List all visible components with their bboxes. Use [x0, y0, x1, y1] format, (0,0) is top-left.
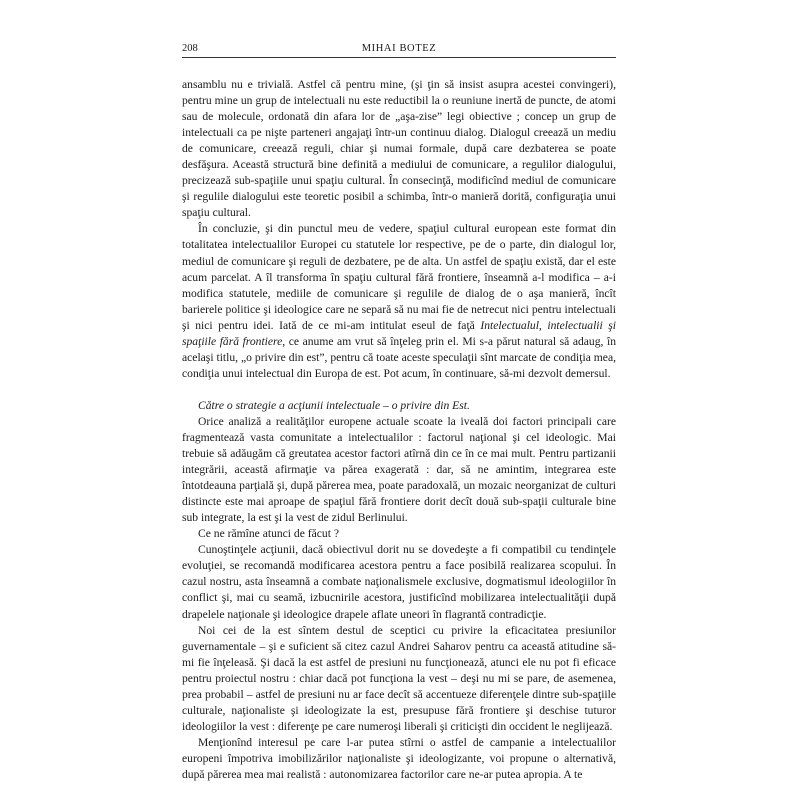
page-number: 208	[182, 43, 198, 54]
essay-title-italic: Intelectualul, intelectualii şi spaţiile fără frontiere	[182, 318, 616, 348]
paragraph: Menţionînd interesul pe care l-ar putea stîrni o astfel de campanie a intelectualilor europeni împotriva imobilizărilor naţionaliste şi ideologizante, voi propune o alternativă, după părerea mea mai realistă : autonomizarea factorilor care ne-ar putea apropia. A te	[182, 735, 616, 781]
running-head-author: MIHAI BOTEZ	[361, 43, 437, 54]
running-head	[182, 41, 616, 58]
paragraph-conclusion	[182, 221, 616, 381]
paragraph: Cunoştinţele acţiunii, dacă obiectivul dorit nu se dovedeşte a fi compatibil cu tendinţele evoluţiei, se recomandă modificarea acestora pentru a face posibilă realizarea scopului. În cazul nostru, asta înseamnă a combate naţionalismele exclusive, dogmatismul ideologiilor în conflict şi, mai cu seamă, izbucnirile acestora, justificînd mobilizarea intelectualităţii după drapelele naţionale şi ideologice drapele aflate uneori în flagrantă contradicţie.	[182, 543, 616, 621]
paragraph-continuation	[182, 77, 616, 221]
paragraph-text: , ce anume am vrut să înţeleg prin el. Mi s-a părut natural să adaug, în acelaşi titlu, „o privire din est”, pentru că toate aceste speculaţii sînt marcate de condiţia mea, condiţia unui intelectual din Europa de est. Pot acum, în continuare, să-mi dezvolt demersul.	[182, 334, 616, 380]
paragraph: Orice analiză a realităţilor europene actuale scoate la iveală doi factori principali care fragmentează vasta comunitate a intelectualilor : factorul naţional şi cel ideologic. Mai trebuie să adăugăm că greutatea acestor factori atîrnă din ce în ce mai mult. Pentru partizanii integrării, această afirmaţie va părea exagerată : dar, să ne amintim, integrarea este întotdeauna parţială şi, după părerea mea, poate paradoxală, un mozaic neorganizat de culturi distincte este mai aproape de spaţiul fără frontiere dorit decît două sub-spaţii culturale bine sub integrate, la est şi la vest de zidul Berlinului.	[182, 414, 616, 525]
section-heading: Către o strategie a acţiunii intelectuale – o privire din Est.	[198, 398, 470, 412]
body-text	[182, 77, 616, 783]
paragraph-text: ansamblu nu e trivială. Astfel că pentru mine, (şi ţin să insist asupra acestei convingeri), pentru mine un grup de intelectuali nu este reductibil la o reuniune inertă de puncte, de atomi sau de molecule, ordonată din afara lor de „aşa-zise” legi obiective ; concep un grup de intelectuali ca pe nişte parteneri angajaţi într-un continuu dialog. Dialogul creează un mediu de comunicare, creează reguli, chiar şi numai formale, după care dezbaterea se poate desfăşura. Această structură bine definită a mediului de comunicare, a regulilor dialogului, precizează sub-spaţiile unui spaţiu cultural. În consecinţă, modificînd mediul de comunicare şi regulile dialogului este teoretic posibil a schimba, într-o manieră dorită, configuraţia unui spaţiu cultural.	[182, 78, 616, 220]
paragraph-question: Ce ne rămîne atunci de făcut ?	[198, 527, 339, 541]
book-page	[182, 41, 616, 783]
paragraph: Noi cei de la est sîntem destul de sceptici cu privire la eficacitatea presiunilor guvernamentale – şi e suficient să citez cazul Andrei Saharov pentru ca această atitudine să-mi fie înţeleasă. Şi dacă la est astfel de presiuni nu funcţionează, atunci ele nu pot fi eficace pentru proiectul nostru : chiar dacă pot funcţiona la vest – deşi nu mi se pare, de asemenea, prea probabil – astfel de presiuni nu ar face decît să accentueze diferenţele dintre sub-spaţiile culturale, naţionaliste şi ideologizate la est, presupuse fără frontiere şi deschise tuturor ideologiilor la vest : diferenţe pe care numeroşi liberali şi criticişti din occident le neglijează.	[182, 623, 616, 733]
paragraph-text: În concluzie, şi din punctul meu de vedere, spaţiul cultural european este format din totalitatea intelectualilor Europei cu statutele lor respective, pe de o parte, din dialogul lor, mediul de comunicare şi reguli de dezbatere, pe de alta. Un astfel de spaţiu există, dar el este acum parcelat. A îl transforma în spaţiu cultural fără frontiere, înseamnă a-l modifica – a-i modifica statutele, mediile de comunicare şi regulile de dialog de o aşa manieră, încît barierele politice şi ideologice care ne separă să nu mai fie de netrecut nici pentru intelectuali şi nici pentru idei. Iată de ce mi-am intitulat eseul de faţă	[182, 222, 616, 332]
